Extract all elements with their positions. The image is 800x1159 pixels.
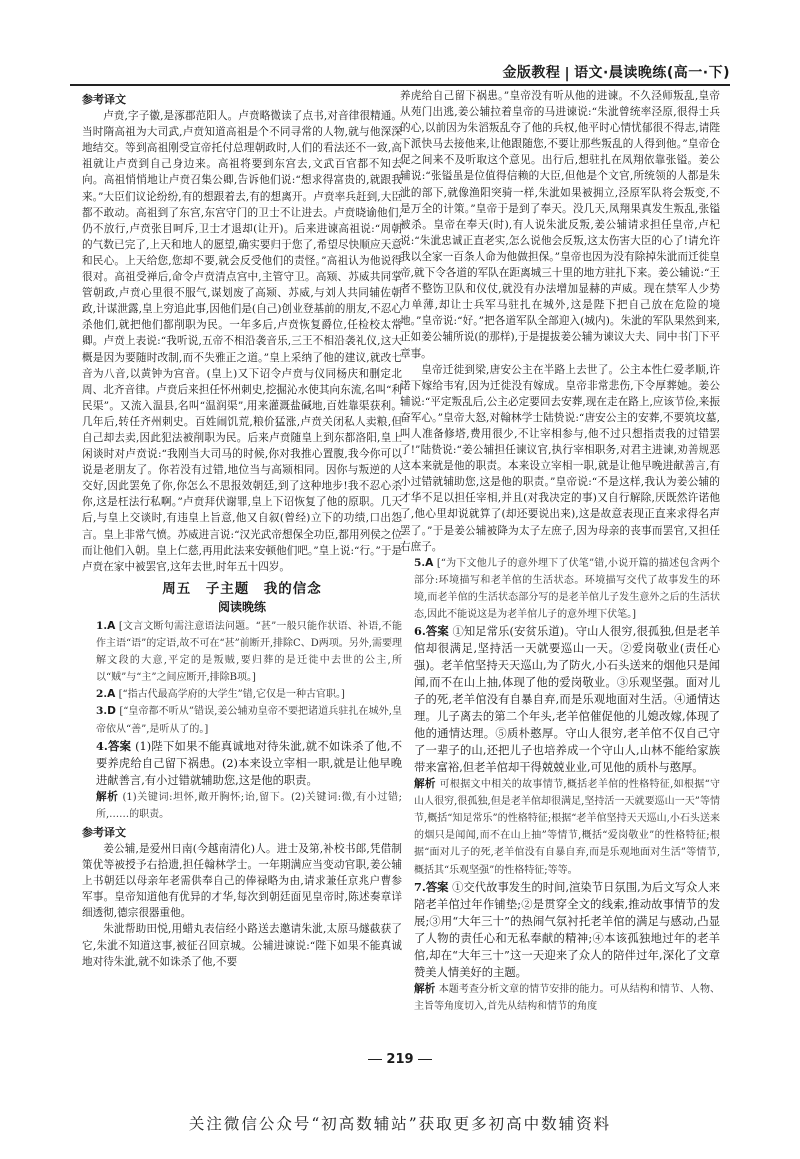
- answer-item: 7.答案 ①交代故事发生的时间,渲染节日氛围,为后文写众人来陪老羊倌过年作铺垫;②是贯穿全文的线索,推动故事情节的发展;③用“大年三十”的热闹气氛衬托老羊倌的满足与感动,凸显了人物的责任心和无私奉献的精神;④本该孤独地过年的老羊倌,却在“大年三十”这一天迎来了众人的陪伴过年,深化了文章赞美人情美好的主题。: [414, 879, 720, 979]
- reference-translation-title: 参考译文: [82, 93, 126, 106]
- answer-item: 3.D [“皇帝都不听从”错误,姜公辅劝皇帝不要把诸道兵驻扎在城外,皇帝依从“善”,是听从了的。]: [96, 705, 403, 735]
- book-subject: 语文·晨读晚练(高一·下): [574, 65, 730, 81]
- translation-paragraph: 卢贲,字子徽,是涿郡范阳人。卢贲略微读了点书,对音律很精通。当时隋高祖为大司武,卢贲知道高祖是个不同寻常的人物,就与他深深地结交。等到高祖刚受宣帝托付总理朝政时,人们的看法还不一致,高祖就让卢贲到自己身边来。高祖将要到东宫去,文武百官都不知去向。高祖悄悄地让卢贲召集公卿,告诉他们说:“想求得富贵的,就跟我来。”大臣们议论纷纷,有的想跟着去,有的想离开。卢贲率兵赶到,大臣都不敢动。高祖到了东宫,东宫守门的卫士不让进去。卢贲晓谕他们,仍不放行,卢贲张目呵斥,卫士才退却(让开)。后来进谏高祖说:“周朝的气数已完了,上天和地人的愿望,确实要归于您了,希望尽快顺应天意和民心。上天给您,您却不要,就会反受他们的责怪。”高祖认为他说得很对。高祖受禅后,命令卢贲清点宫中,主管守卫。高颎、苏威共同掌管朝政,卢贲心里很不服气,谋划废了高颎、苏威,与刘人共同辅佐朝政,计谋泄露,皇上穷追此事,因他们是(自己)创业登基前的朋友,不忍心杀他们,就把他们都削职为民。一年多后,卢贲恢复爵位,任检校太常卿。卢贲上表说:“我听说,五帝不相沿袭音乐,三王不相沿袭礼仪,这大概是因为要随时改制,而不失雅正之道。”皇上采纳了他的建议,就改七音为八音,以黄钟为宫音。(皇上)又下诏令卢贲与仪同杨庆和删定北周、北齐音律。卢贲后来担任怀州刺史,挖掘沁水使其向东流,名叫“利民渠”。又流入温县,名叫“温润渠”,用来灌溉盐碱地,百姓靠渠获利。几年后,转任齐州刺史。百姓闹饥荒,粮价猛涨,卢贲关闭私人卖粮,但自己却去卖,因此犯法被削职为民。后来卢贲随皇上到东都洛阳,皇上闲谈时对卢贲说:“我刚当大司马的时候,你对我推心置腹,我今你可以说是老朋友了。你若没有过错,地位当与高颎相同。因你与叛逆的人交好,因此罢免了你,你怎么不思报效朝廷,到了这种地步!我不忍心杀你,这是枉法行私啊。”卢贲拜伏谢罪,皇上下诏恢复了他的原职。几天后,与皇上交谈时,有违皇上旨意,他又自叙(曾经)立下的功绩,口出怨言。皇上非常气愤。苏威进言说:“汉光武帝想保全功臣,都用列侯之位而让他们入朝。皇上仁慈,再用此法来安顿他们吧。”皇上说:“行。”于是卢贲在家中被罢官,这年去世,时年五十四岁。: [82, 110, 402, 573]
- page-number-dash-right: [418, 1059, 432, 1060]
- answer-item: 2.A [“指古代最高学府的大学生”错,它仅是一种古官职。]: [96, 688, 345, 701]
- page-number-dash-left: [368, 1059, 382, 1060]
- page-header: [70, 60, 730, 86]
- translation-paragraph: 养虎给自己留下祸患。”皇帝没有听从他的进谏。不久泾师叛乱,皇帝从苑门出逃,姜公辅拉着皇帝的马进谏说:“朱泚曾统率泾原,很得士兵的心,以前因为朱滔叛乱夺了他的兵权,他平时心情忧郁很不得志,请陛下派快马去接他来,让他跟随您,不要让那些叛乱的人得到他。”皇帝仓促之间来不及听取这个意见。出行后,想驻扎在凤翔依靠张镒。姜公辅说:“张镒虽是位值得信赖的大臣,但他是个文官,所统领的人都是朱泚的部下,就像渔阳突骑一样,朱泚如果被拥立,泾原军队将会叛变,不是万全的计策。”皇帝于是到了奉天。没几天,凤翔果真发生叛乱,张镒被杀。皇帝在奉天(时),有人说朱泚反叛,姜公辅请求担任皇帝,卢杞说:“朱泚忠诚正直老实,怎么说他会反叛,这太伤害大臣的心了!请允许我以全家一百条人命为他做担保。”皇帝也因为没有除掉朱泚而迁徙皇帝,就下令各道的军队在距离城三十里的地方驻扎下来。姜公辅说:“王者不整饬卫队和仪仗,就没有办法增加显赫的声威。现在禁军人少势力单薄,却让士兵军马驻扎在城外,这是陛下把自己放在危险的境地。”皇帝说:“好。”把各道军队全部迎入(城内)。朱泚的军队果然到来,正如姜公辅所说(的那样),于是提拔姜公辅为谏议大夫、同中书门下平章事。: [400, 90, 720, 360]
- answer-explanation: 解析 (1)关键词:坦怀,敞开胸怀;诒,留下。(2)关键词:微,有小过错;所,……的职责。: [96, 790, 403, 820]
- week-title: 周五 子主题 我的信念: [162, 580, 322, 597]
- translation-paragraph: 朱泚帮助田悦,用蜡丸表信经小路送去邀请朱泚,太原马燧截获了它,朱泚不知道这事,被征召回京城。公辅进谏说:“陛下如果不能真诚地对待朱泚,就不如诛杀了他,不要: [82, 923, 402, 968]
- book-brand: 金版教程: [502, 65, 561, 81]
- answer-explanation: 解析 可根据文中相关的故事情节,概括老羊倌的性格特征,如根据“守山人很穷,很孤独,但是老羊倌却很满足,坚持活一天就要巡山一天”等情节,概括“知足常乐”的性格特征;根据“老羊倌坚持天天巡山,小石头送来的烟只是闻闻,而不在山上抽”等情节,概括“爱岗敬业”的性格特征;根据“面对儿子的死,老羊倌没有自暴自弃,而是乐观地面对生活”等情节,概括其“乐观坚强”的性格特征;等等。: [414, 778, 721, 876]
- answer-item: 5.A [“为下文他儿子的意外埋下了伏笔”错,小说开篇的描述包含两个部分:环境描写和老羊倌的生活状态。环境描写交代了故事发生的环境,而老羊倌的生活状态部分写的是老羊倌儿子发生意外之后的生活状态,因此不能说这是为老羊倌儿子的意外埋下伏笔。]: [414, 556, 720, 620]
- header-separator: |: [564, 66, 571, 82]
- answer-explanation: 解析 本题考查分析文章的情节安排的能力。可从结构和情节、人物、主旨等角度切入,首先从结构和情节的角度: [414, 982, 721, 1012]
- section-title: 阅读晚练: [217, 599, 266, 614]
- answer-item: 4.答案 (1)陛下如果不能真诚地对待朱泚,就不如诛杀了他,不要养虎给自己留下祸患。(2)本来设立宰相一职,就是让他早晚进献善言,有小过错就辅助您,这是他的职责。: [96, 738, 402, 787]
- answer-item: 1.A [文言文断句需注意语法问题。“甚”一般只能作状语、补语,不能作主语“语”的定语,故不可在“甚”前断开,排除C、D两项。另外,需要理解文段的大意,平定的是叛贼,要归葬的是迁徙中去世的公主,所以“贼”与“主”之间应断开,排除B项。]: [96, 620, 402, 684]
- right-column: [400, 88, 720, 1015]
- translation-paragraph: 皇帝迁徙到梁,唐安公主在半路上去世了。公主本性仁爱孝顺,许诺下嫁给韦宥,因为迁徙没有嫁成。皇帝非常悲伤,下令厚葬她。姜公辅说:“平定叛乱后,公主必定要回去安葬,现在走在路上,应该节俭,来振奋军心。”皇帝大怒,对翰林学士陆贽说:“唐安公主的安葬,不要筑坟墓,叫人准备修塔,费用很少,不让宰相参与,他不过只想指责我的过错罢了!”陆贽说:“姜公辅担任谏议官,执行宰相职务,对君主进谏,劝善规恶这本来就是他的职责。本来设立宰相一职,就是让他早晚进献善言,有小过错就辅助您,这是他的职责。”皇帝说:“不是这样,我认为姜公辅的才华不足以担任宰相,并且(对我决定的事)又自行解除,厌既然许诺他了,他心里却说就算了(却还要说出来),这是故意表现正直来求得名声罢了。”于是姜公辅被降为太子左庶子,因为母亲的丧事而罢官,又担任右庶子。: [400, 363, 720, 553]
- page-number: 219: [0, 1052, 800, 1067]
- reference-translation-title-2: 参考译文: [82, 825, 126, 839]
- left-column: [82, 90, 402, 970]
- answer-item: 6.答案 ①知足常乐(安贫乐道)。守山人很穷,很孤独,但是老羊倌却很满足,坚持活一天就要巡山一天。②爱岗敬业(责任心强)。老羊倌坚持天天巡山,为了防火,小石头送来的烟他只是闻闻,而不在山上抽,体现了他的爱岗敬业。③乐观坚强。面对儿子的死,老羊倌没有自暴自弃,而是乐观地面对生活。④通情达理。儿子离去的第二个年头,老羊倌催促他的儿媳改嫁,体现了他的通情达理。⑤质朴憨厚。守山人很穷,老羊倌不仅自己守了一辈子的山,还把儿子也培养成一个守山人,山林不能给家族带来富裕,但老羊倌却干得兢兢业业,可见他的质朴与憨厚。: [414, 624, 720, 775]
- translation-paragraph: 姜公辅,是爱州日南(今越南清化)人。进士及第,补校书郎,凭借制策优等被授予右拾遗,担任翰林学士。一年期满应当变动官职,姜公辅上书朝廷以母亲年老需供奉自己的俸禄略为由,请求兼任京兆户曹参军事。皇帝知道他有优异的才华,每次到朝廷面见皇帝时,陈述奏章详细透彻,德宗很器重他。: [82, 842, 402, 920]
- footer-note: 关注微信公众号“初高数辅站”获取更多初高中数辅资料: [188, 1115, 612, 1133]
